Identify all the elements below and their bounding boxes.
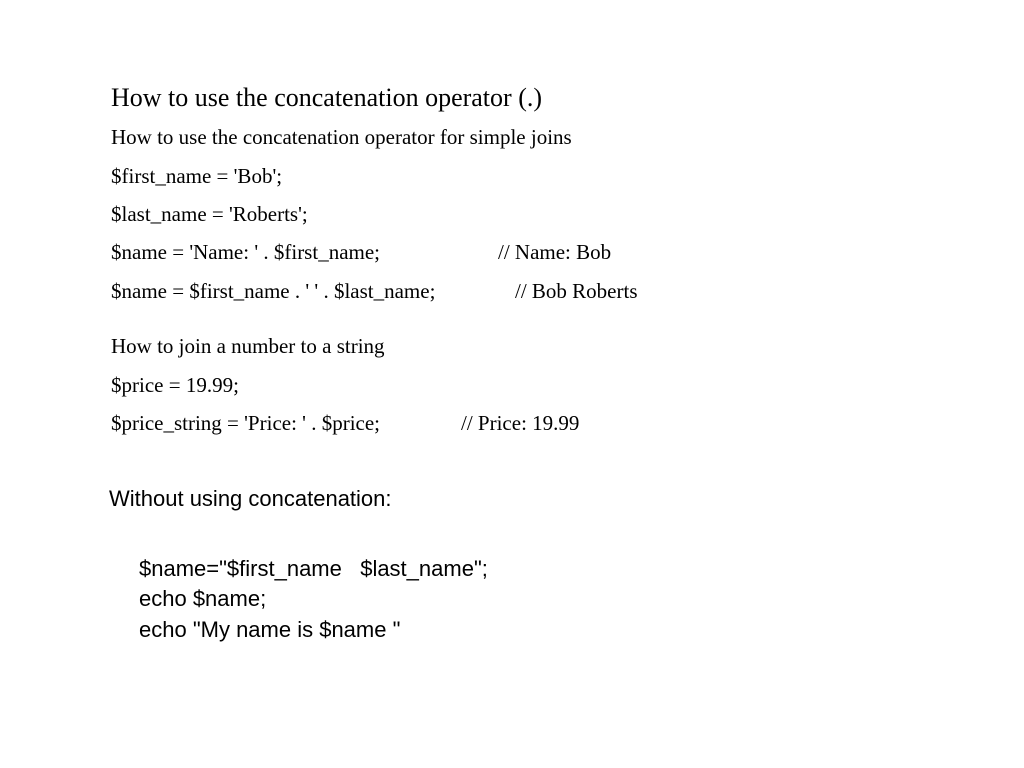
code-line-first-name: $first_name = 'Bob'; (111, 164, 283, 188)
section-heading-simple-joins: How to use the concatenation operator for simple joins (111, 125, 572, 149)
code-line-interpolated-name: $name="$first_name $last_name"; (139, 556, 488, 581)
section-heading-without-concatenation: Without using concatenation: (109, 486, 392, 511)
code-line-last-name: $last_name = 'Roberts'; (111, 202, 308, 226)
section-heading-number-join: How to join a number to a string (111, 334, 385, 358)
code-line-full-name: $name = $first_name . ' ' . $last_name; (111, 279, 436, 303)
code-line-price: $price = 19.99; (111, 373, 239, 397)
code-line-echo-name: echo $name; (139, 586, 267, 611)
code-comment-bob-roberts: // Bob Roberts (515, 279, 638, 303)
slide-title: How to use the concatenation operator (.) (111, 83, 543, 112)
code-line-echo-my-name: echo "My name is $name " (139, 617, 401, 642)
code-comment-name-bob: // Name: Bob (498, 240, 612, 264)
code-comment-price: // Price: 19.99 (461, 411, 580, 435)
code-line-price-string: $price_string = 'Price: ' . $price; (111, 411, 381, 435)
code-line-name-prefix: $name = 'Name: ' . $first_name; (111, 240, 381, 264)
